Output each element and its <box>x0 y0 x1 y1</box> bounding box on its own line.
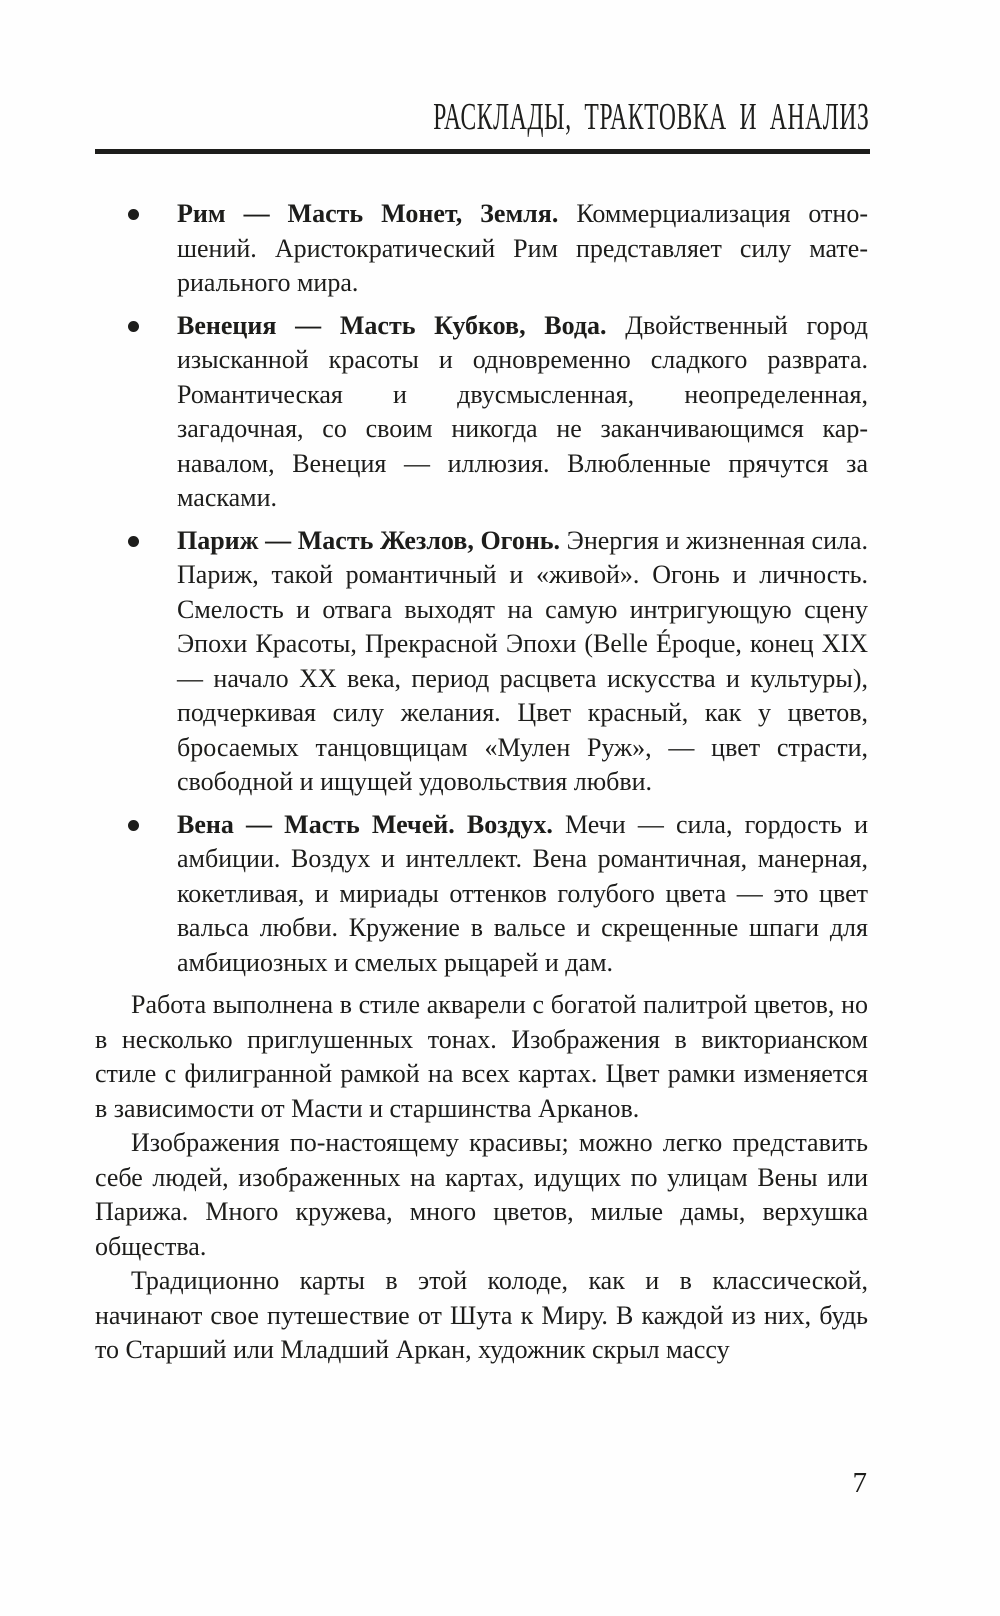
list-item-lead: Париж — Масть Жезлов, Огонь. <box>177 525 561 555</box>
list-item-rome <box>95 197 868 301</box>
list-item-body: Энергия и жизненная сила. Париж, такой романтичный и «живой». Огонь и личность. Смелость и отвага выходят на самую интригующую сцену Эпохи Красоты, Прекрасной Эпохи (Belle Époque, конец XIX — начало XX века, период расцвета искусства и культуры), подчеркивая силу желания. Цвет красный, как у цветов, бросаемых танцовщицам «Мулен Руж», — цвет страсти, свободной и ищущей удовольствия любви. <box>177 525 868 796</box>
paragraph-fool-to-world: Традиционно карты в этой колоде, как и в классической, начинают свое путешествие от Шута к Миру. В каждой из них, будь то Старший или Младший Аркан, художник скрыл массу <box>95 1266 868 1364</box>
list-item-body: Двойственный город изысканной красоты и одновременно сладкого разврата. Романтическая и двусмысленная, неопределенная, загадочная, со своим никогда не заканчивающимся карнавалом, Венеция — иллюзия. Влюбленные прячутся за масками. <box>177 310 869 512</box>
list-item-body: Коммерциализация отношений. Аристократический Рим представляет силу материального мира. <box>177 199 869 297</box>
list-item-lead: Вена — Масть Мечей. Воздух. <box>177 809 553 839</box>
bullet-icon <box>128 820 139 831</box>
header-rule <box>95 149 870 154</box>
paragraph-beautiful-images: Изображения по-настоящему красивы; можно легко представить себе людей, изображенных на картах, идущих по улицам Вены или Парижа. Много кружева, много цветов, милые дамы, верхушка общества. <box>95 1128 868 1261</box>
list-item-paris <box>95 524 868 800</box>
city-suit-list <box>95 197 868 980</box>
bullet-icon <box>128 321 139 332</box>
paragraph-watercolor-style: Работа выполнена в стиле акварели с богатой палитрой цветов, но в несколько приглушенных тонах. Изображения в викторианском стиле с филигранной рамкой на всех картах. Цвет рамки изменяется в зависимости от Масти и старшинства Арканов. <box>95 990 868 1123</box>
running-head-text: РАСКЛАДЫ, ТРАКТОВКА И АНАЛИЗ <box>432 96 869 138</box>
page-number: 7 <box>852 1467 867 1499</box>
running-head <box>166 98 869 138</box>
list-item-lead: Венеция — Масть Кубков, Вода. <box>177 310 607 340</box>
list-item-body: Мечи — сила, гордость и амбиции. Воздух и интеллект. Вена романтичная, манерная, кокетливая, и мириады оттенков голубого цвета — это цвет вальса любви. Кружение в вальсе и скрещенные шпаги для амбициозных и смелых рыцарей и дам. <box>177 809 868 977</box>
list-item-lead: Рим — Масть Монет, Земля. <box>177 199 559 228</box>
page-content <box>95 197 868 1368</box>
list-item-venice <box>95 309 868 516</box>
bullet-icon <box>128 536 139 547</box>
list-item-vienna <box>95 808 868 981</box>
bullet-icon <box>128 209 139 220</box>
